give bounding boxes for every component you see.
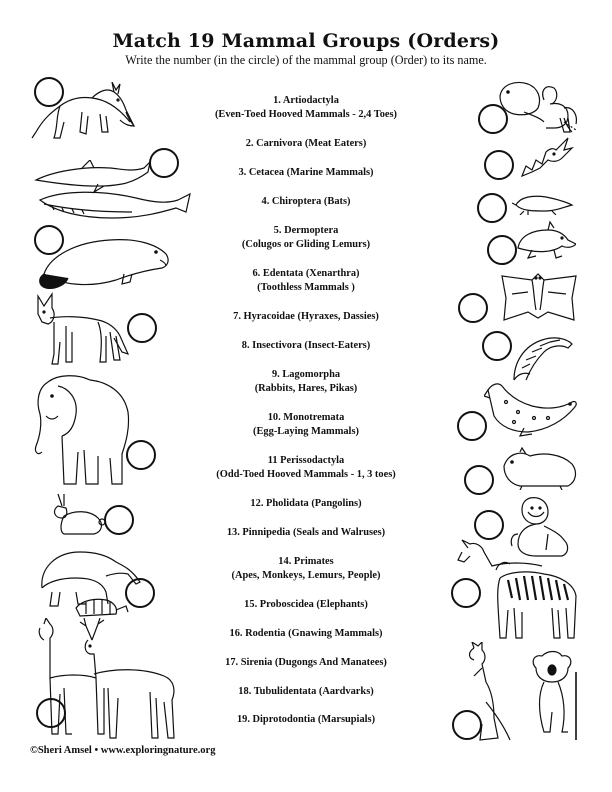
footer bbox=[30, 745, 215, 756]
group-name: 2. Carnivora (Meat Eaters) bbox=[245, 138, 367, 149]
answer-circle-pangolin[interactable] bbox=[482, 331, 512, 361]
answer-circle-platypus[interactable] bbox=[487, 235, 517, 265]
mole-illustration bbox=[512, 191, 574, 215]
rabbit-illustration bbox=[50, 492, 106, 536]
beaver-squirrel-illustration bbox=[494, 78, 578, 134]
answer-circle-chimpanzee[interactable] bbox=[474, 510, 504, 540]
group-description: (Colugos or Gliding Lemurs) bbox=[241, 239, 371, 250]
llama-deer-illustration bbox=[34, 618, 184, 742]
group-item-8 bbox=[190, 339, 422, 353]
instructions: Write the number (in the circle) of the mammal group (Order) to its name. bbox=[125, 53, 487, 67]
answer-circle-colugo[interactable] bbox=[458, 293, 488, 323]
pangolin-illustration bbox=[510, 332, 576, 384]
group-name: 16. Rodentia (Gnawing Mammals) bbox=[229, 628, 383, 639]
coyote-illustration bbox=[32, 292, 132, 368]
page-title: Match 19 Mammal Groups (Orders) bbox=[112, 30, 500, 52]
group-name: 1. Artiodactyla bbox=[273, 95, 339, 106]
group-item-16 bbox=[190, 627, 422, 641]
group-item-18 bbox=[190, 685, 422, 699]
answer-circle-hyrax[interactable] bbox=[464, 465, 494, 495]
group-name: 8. Insectivora (Insect-Eaters) bbox=[241, 340, 371, 351]
group-description: (Rabbits, Hares, Pikas) bbox=[254, 383, 358, 394]
kangaroo-koala-illustration bbox=[464, 642, 582, 742]
group-name: 10. Monotremata bbox=[267, 412, 345, 423]
manatee-illustration bbox=[36, 234, 172, 290]
group-item-7 bbox=[190, 310, 422, 324]
group-item-4 bbox=[190, 195, 422, 209]
group-item-10 bbox=[190, 411, 422, 439]
group-name: 5. Dermoptera bbox=[273, 225, 339, 236]
hyrax-illustration bbox=[500, 444, 580, 490]
group-description: (Apes, Monkeys, Lemurs, People) bbox=[231, 570, 381, 581]
group-name: 3. Cetacea (Marine Mammals) bbox=[238, 167, 374, 178]
group-item-3 bbox=[190, 166, 422, 180]
bat-illustration bbox=[518, 136, 574, 180]
group-item-15 bbox=[190, 598, 422, 612]
group-item-9 bbox=[190, 368, 422, 396]
group-name: 15. Proboscidea (Elephants) bbox=[244, 599, 368, 610]
footer-bullet: • bbox=[94, 745, 99, 756]
group-item-13 bbox=[190, 526, 422, 540]
group-name: 13. Pinnipedia (Seals and Walruses) bbox=[226, 527, 386, 538]
dolphin-whale-illustration bbox=[32, 160, 192, 224]
group-description: (Toothless Mammals ) bbox=[257, 282, 355, 293]
seal-illustration bbox=[484, 380, 580, 438]
group-description: (Even-Toed Hooved Mammals - 2,4 Toes) bbox=[214, 109, 398, 120]
website-link[interactable]: www.exploringnature.org bbox=[100, 745, 216, 756]
answer-circle-mole[interactable] bbox=[477, 193, 507, 223]
group-item-12 bbox=[190, 497, 422, 511]
group-name: 9. Lagomorpha bbox=[271, 369, 341, 380]
group-item-1 bbox=[190, 94, 422, 122]
group-name: 14. Primates bbox=[278, 556, 334, 567]
group-name: 12. Pholidata (Pangolins) bbox=[250, 498, 362, 509]
group-name: 17. Sirenia (Dugongs And Manatees) bbox=[225, 657, 387, 668]
platypus-illustration bbox=[514, 220, 576, 260]
anteater-armadillo-illustration bbox=[36, 548, 146, 620]
group-description: (Egg-Laying Mammals) bbox=[253, 426, 359, 437]
group-name: 7. Hyracoidae (Hyraxes, Dassies) bbox=[233, 311, 379, 322]
colugo-illustration bbox=[498, 270, 580, 326]
group-item-6 bbox=[190, 267, 422, 295]
group-name: 11 Perissodactyla bbox=[267, 455, 345, 466]
answer-circle-rabbit[interactable] bbox=[104, 505, 134, 535]
group-item-5 bbox=[190, 224, 422, 252]
group-item-11 bbox=[190, 454, 422, 482]
elephant-illustration bbox=[28, 372, 132, 490]
aardvark-illustration bbox=[30, 82, 135, 144]
group-item-14 bbox=[190, 555, 422, 583]
group-name: 4. Chiroptera (Bats) bbox=[261, 196, 351, 207]
copyright: ©Sheri Amsel bbox=[30, 745, 92, 756]
group-item-17 bbox=[190, 656, 422, 670]
group-item-2 bbox=[190, 137, 422, 151]
group-description: (Odd-Toed Hooved Mammals - 1, 3 toes) bbox=[216, 469, 396, 480]
group-item-19 bbox=[190, 713, 422, 727]
horse-zebra-illustration bbox=[456, 538, 580, 640]
answer-circle-seal[interactable] bbox=[457, 411, 487, 441]
group-name: 6. Edentata (Xenarthra) bbox=[252, 268, 360, 279]
group-name: 19. Diprotodontia (Marsupials) bbox=[236, 714, 376, 725]
group-name: 18. Tubulidentata (Aardvarks) bbox=[238, 686, 374, 697]
answer-circle-bat[interactable] bbox=[484, 150, 514, 180]
